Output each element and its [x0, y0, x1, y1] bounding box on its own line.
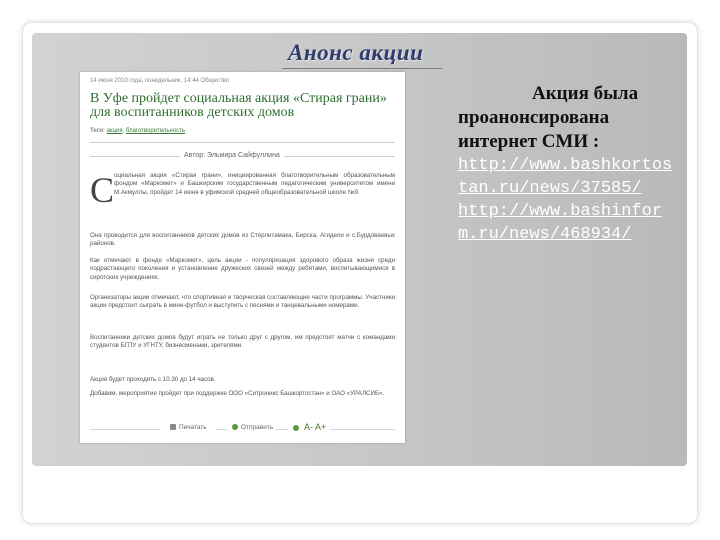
title-underline [282, 68, 442, 69]
article-paragraph: Она проводится для воспитанников детских домов из Стерлитамака, Бирска, Агидели и с.Бурдоваевых районов. [90, 232, 395, 248]
tag-link[interactable]: благотворительность [125, 128, 186, 134]
announcement-block [458, 82, 680, 246]
announcement-lead-text: Акция была проанонсирована интернет СМИ : [458, 83, 639, 152]
divider [276, 429, 288, 430]
article-paragraph: Воспитанники детских домов будут играть не только друг с другом, им предстоят матчи с командами студентов БГПУ и УГНТУ, бизнесменами, зрителями. [90, 334, 395, 350]
printer-icon [170, 424, 176, 430]
font-size-icon [293, 425, 299, 431]
divider [330, 429, 395, 430]
font-increase-button[interactable]: A+ [315, 422, 327, 432]
article-paragraph: Добавим, мероприятие пройдет при поддержке ООО «Ситроникс Башкортостан» и ОАО «УРАЛСИБ». [90, 390, 385, 397]
article-paragraph: Акция будет проходить с 10.30 до 14 часов. [90, 376, 216, 383]
font-size-controls [293, 422, 326, 432]
print-label: Печатать [179, 424, 207, 431]
article-paragraph: Организаторы акции отмечают, что спортивная и творческая составляющие части программы. Участники акции предстоит сыграть в мини-футбол и выступить с песнями и танцевальными номерами. [90, 294, 395, 310]
drop-cap: С [90, 170, 115, 210]
tag-link[interactable]: акция [106, 128, 123, 134]
link-bashkortostan[interactable]: http://www.bashkortostan.ru/news/37585/ [458, 156, 673, 198]
link-bashinform[interactable]: http://www.bashinform.ru/news/468934/ [458, 202, 663, 244]
article-paragraph: Как отмечают в фонде «Маркомет», цель акции - популяризация здорового образа жизни среди подрастающего поколения и установление дружеских связей между ребятами, воспитывающимися в сиротских учреждениях. [90, 257, 395, 281]
article-screenshot [80, 72, 405, 443]
tags-label: Теги: [90, 128, 105, 134]
mail-icon [232, 424, 238, 430]
print-button[interactable] [170, 424, 207, 431]
divider [215, 429, 227, 430]
slide-title: Анонс акции [288, 40, 424, 65]
divider [90, 429, 160, 430]
font-decrease-button[interactable]: A- [304, 422, 314, 432]
send-label: Отправить [241, 424, 274, 431]
divider [90, 142, 395, 143]
article-paragraph: оциальная акция «Стирая грани», инициированная благотворительным образовательным фондом «Маркомет» и Башкирским государственным педагогическим университетом имени М.Акмуллы, пройдет 14 июня в уфимской средней общеобразовательной школе №9. [114, 172, 395, 196]
article-headline: В Уфе пройдет социальная акция «Стирая грани» для воспитанников детских домов [90, 91, 387, 120]
article-author: Автор: Эльмира Сайфуллина [180, 152, 284, 159]
article-meta: 14 июня 2010 года, понедельник, 14:44 Общество [90, 78, 230, 84]
announcement-lead [458, 82, 680, 154]
article-tags: Теги: акция, благотворительность [90, 128, 186, 134]
send-button[interactable] [232, 424, 273, 431]
